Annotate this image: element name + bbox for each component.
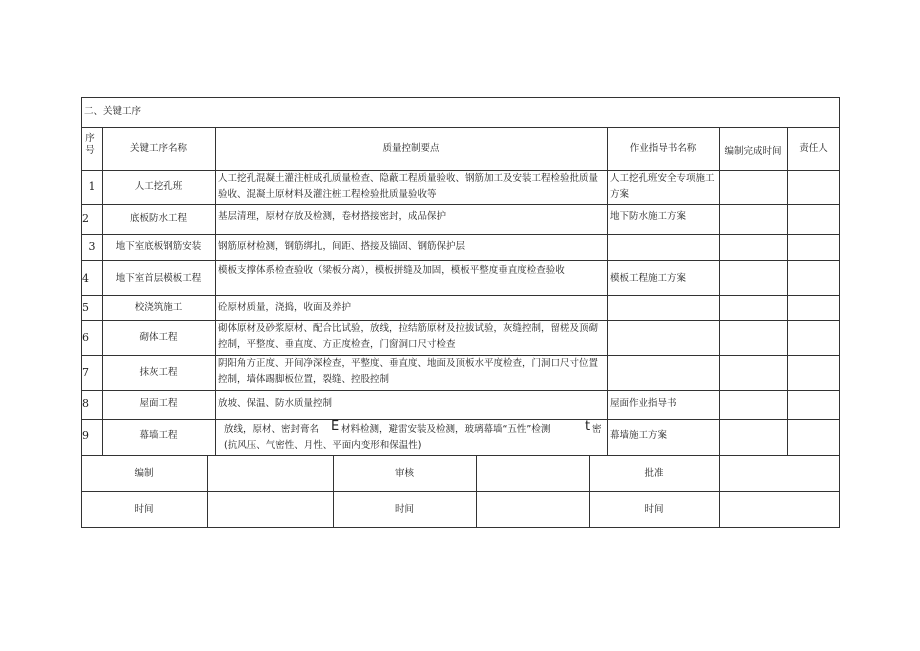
header-time: 编制完成时间	[724, 146, 782, 157]
divider	[81, 491, 840, 492]
row-name: 校浇筑施工	[134, 302, 183, 313]
divider	[719, 127, 720, 455]
divider	[81, 455, 840, 456]
row-name: 地下室底板钢筋安装	[115, 241, 202, 252]
time-label: 时间	[394, 504, 414, 515]
row-seq: 3	[88, 240, 96, 253]
header-owner: 责任人	[799, 143, 828, 154]
row-seq: 8	[82, 397, 89, 410]
row-guide: 屋面作业指导书	[610, 398, 677, 409]
header-seq: 序号	[85, 133, 95, 156]
row-name: 底板防水工程	[129, 213, 187, 224]
divider	[81, 295, 840, 296]
row-points: 放坡、保温、防水质量控制	[218, 398, 333, 409]
row-points-mark: E	[331, 419, 340, 434]
row-points: 阴阳角方正度、开间净深检查，平整度、垂直度、地面及顶板水平度检查，门洞口尺寸位置控制，墙体踢脚板位置，裂缝、控股控制	[218, 358, 599, 385]
compile-label: 编制	[134, 468, 154, 479]
time-label: 时间	[134, 504, 154, 515]
row-points-part: 放线，原材、密封膏名	[224, 424, 320, 435]
divider	[81, 127, 840, 128]
row-name: 人工挖孔班	[134, 181, 183, 192]
row-seq: 2	[82, 212, 89, 225]
divider	[207, 455, 208, 528]
divider	[719, 455, 720, 528]
row-guide: 人工挖孔班安全专项施工方案	[610, 173, 715, 200]
time-label: 时间	[644, 504, 664, 515]
row-guide: 幕墙施工方案	[610, 430, 668, 441]
divider	[215, 127, 216, 455]
row-points-part: 密	[592, 424, 602, 435]
divider	[81, 419, 840, 420]
row-guide: 地下防水施工方案	[610, 211, 687, 222]
divider	[81, 204, 840, 205]
row-seq: 9	[82, 429, 89, 442]
row-points: 砼原材质量，浇捣，收面及养护	[218, 302, 352, 313]
row-points-mark: t	[585, 419, 591, 434]
approve-label: 批准	[644, 468, 664, 479]
row-points: 砌体原材及砂浆原材、配合比试验，放线，拉结筋原材及拉拔试验，灰缝控制，留槎及顶砌控制，平整度、垂直度、方正度检查，门窗洞口尺寸检查	[218, 323, 599, 350]
header-guide: 作业指导书名称	[629, 143, 697, 154]
row-seq: 5	[82, 301, 89, 314]
row-guide: 模板工程施工方案	[610, 273, 687, 284]
divider	[81, 234, 840, 235]
divider	[81, 390, 840, 391]
header-points: 质量控制要点	[382, 143, 440, 154]
row-name: 抹灰工程	[139, 367, 178, 378]
section-title: 二、关键工序	[84, 106, 142, 117]
divider	[476, 455, 477, 528]
row-seq: 7	[82, 366, 89, 379]
row-seq: 6	[82, 331, 89, 344]
row-seq: 4	[82, 272, 89, 285]
row-name: 屋面工程	[139, 398, 178, 409]
row-name: 地下室首层模板工程	[115, 273, 202, 284]
review-label: 审核	[394, 468, 414, 479]
divider	[787, 127, 788, 455]
header-name: 关键工序名称	[129, 143, 187, 154]
row-points: 基层清理，原材存放及检测，卷材搭接密封，成品保护	[218, 211, 447, 222]
divider	[607, 127, 608, 455]
row-seq: 1	[88, 180, 96, 193]
row-name: 幕墙工程	[139, 430, 178, 441]
divider	[81, 260, 840, 261]
row-name: 砌体工程	[139, 332, 178, 343]
row-points: 人工挖孔混凝土灌注桩成孔质量检查、隐蔽工程质量验收、钢筋加工及安装工程检验批质量验收、混凝土原材料及灌注桩工程检验批质量验收等	[218, 173, 599, 200]
row-points-part: 材料检测，避雷安装及检测，玻璃幕墙“五性”检测	[341, 424, 551, 435]
row-points: 模板支撑体系检查验收（梁板分离），模板拼缝及加固，模板平整度垂直度检查验收	[218, 265, 565, 276]
row-points: 钢筋原材检测，钢筋绑扎，间距、搭接及锚固、钢筋保护层	[218, 241, 466, 252]
row-points-part: (抗风压、气密性、月性、平面内变形和保温性)	[224, 440, 422, 451]
